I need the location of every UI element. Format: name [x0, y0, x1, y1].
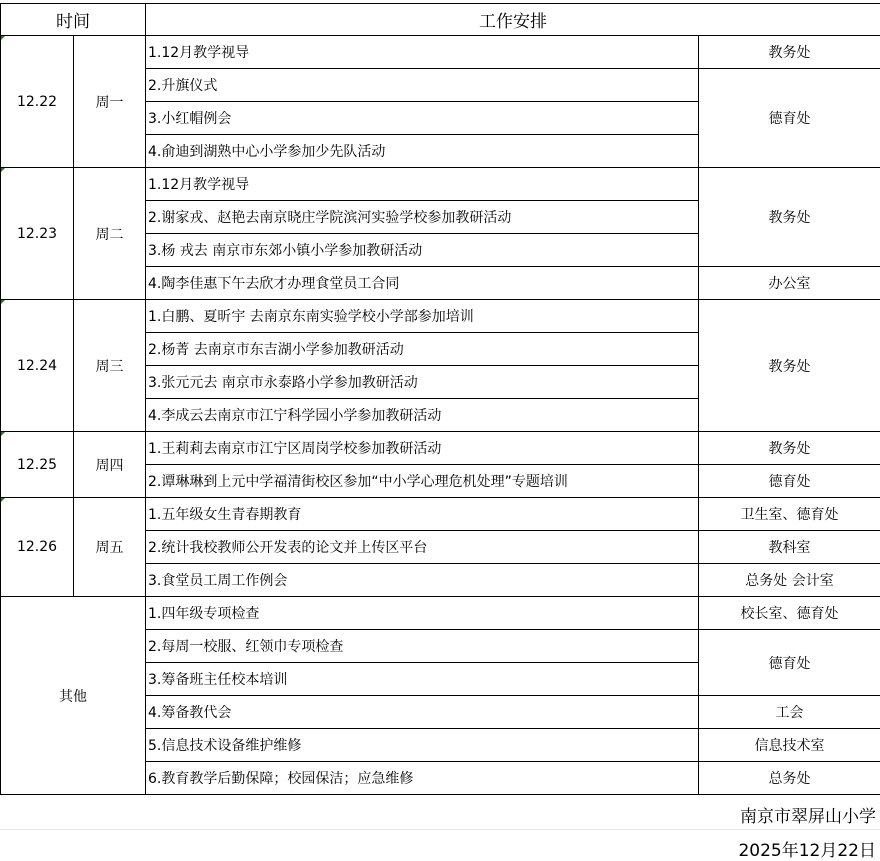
task-cell: 5.信息技术设备维护维修: [146, 729, 699, 762]
dept-cell: 教科室: [699, 531, 880, 564]
dept-cell: 总务处 会计室: [699, 564, 880, 597]
dept-cell: 总务处: [699, 762, 880, 795]
time-header: 时间: [1, 4, 146, 36]
dept-cell: 工会: [699, 696, 880, 729]
task-cell: 1.王莉莉去南京市江宁区周岗学校参加教研活动: [146, 432, 699, 465]
dept-cell: 教务处: [699, 36, 880, 69]
task-cell: 4.李成云去南京市江宁科学园小学参加教研活动: [146, 399, 699, 432]
date-cell: [1, 300, 74, 432]
cell-marker-icon: [1, 498, 5, 502]
table-row: [1, 300, 880, 333]
table-row: [1, 36, 880, 69]
weekday-cell: 周四: [74, 432, 146, 498]
task-cell: 4.筹备教代会: [146, 696, 699, 729]
date-cell: [1, 168, 74, 300]
task-cell: 2.每周一校服、红领巾专项检查: [146, 630, 699, 663]
table-row: [1, 168, 880, 201]
header-row: [1, 4, 880, 36]
weekday-cell: 周一: [74, 36, 146, 168]
table-row: [1, 432, 880, 465]
task-cell: 2.统计我校教师公开发表的论文并上传区平台: [146, 531, 699, 564]
dept-cell: 教务处: [699, 300, 880, 432]
work-header: 工作安排: [146, 4, 880, 36]
dept-cell: 德育处: [699, 69, 880, 168]
weekday-cell: 周五: [74, 498, 146, 597]
issue-date: 2025年12月22日: [738, 836, 876, 861]
task-cell: 2.谢家戎、赵艳去南京晓庄学院滨河实验学校参加教研活动: [146, 201, 699, 234]
task-cell: 3.杨 戎去 南京市东郊小镇小学参加教研活动: [146, 234, 699, 267]
dept-cell: 德育处: [699, 630, 880, 696]
task-cell: 4.陶李佳惠下午去欣才办理食堂员工合同: [146, 267, 699, 300]
other-label-cell: 其他: [1, 597, 146, 795]
dept-cell: 卫生室、德育处: [699, 498, 880, 531]
task-cell: 3.小红帽例会: [146, 102, 699, 135]
date-text: 12.25: [17, 457, 57, 473]
schedule-table: [0, 3, 880, 795]
cell-marker-icon: [1, 168, 5, 172]
table-row: [1, 597, 880, 630]
task-cell: 6.教育教学后勤保障；校园保洁；应急维修: [146, 762, 699, 795]
date-text: 12.24: [17, 358, 57, 374]
cell-marker-icon: [1, 36, 5, 40]
date-cell: [1, 36, 74, 168]
task-cell: 1.12月教学视导: [146, 168, 699, 201]
task-cell: 2.升旗仪式: [146, 69, 699, 102]
task-cell: 4.俞迪到湖熟中心小学参加少先队活动: [146, 135, 699, 168]
task-cell: 2.杨菁 去南京市东吉湖小学参加教研活动: [146, 333, 699, 366]
footer-school-row: [0, 797, 880, 830]
dept-cell: 教务处: [699, 168, 880, 267]
dept-cell: 校长室、德育处: [699, 597, 880, 630]
date-cell: [1, 498, 74, 597]
task-cell: 1.12月教学视导: [146, 36, 699, 69]
date-cell: [1, 432, 74, 498]
task-cell: 3.食堂员工周工作例会: [146, 564, 699, 597]
date-text: 12.26: [17, 539, 57, 555]
task-cell: 2.谭琳琳到上元中学福清街校区参加“中小学心理危机处理”专题培训: [146, 465, 699, 498]
cell-marker-icon: [1, 300, 5, 304]
task-cell: 3.张元元去 南京市永泰路小学参加教研活动: [146, 366, 699, 399]
footer-date-row: [0, 830, 880, 860]
dept-cell: 信息技术室: [699, 729, 880, 762]
dept-cell: 教务处: [699, 432, 880, 465]
dept-cell: 办公室: [699, 267, 880, 300]
task-cell: 3.筹备班主任校本培训: [146, 663, 699, 696]
weekday-cell: 周二: [74, 168, 146, 300]
weekday-cell: 周三: [74, 300, 146, 432]
table-row: [1, 498, 880, 531]
cell-marker-icon: [1, 432, 5, 436]
task-cell: 1.四年级专项检查: [146, 597, 699, 630]
date-text: 12.22: [17, 94, 57, 110]
dept-cell: 德育处: [699, 465, 880, 498]
task-cell: 1.白鹏、夏昕宇 去南京东南实验学校小学部参加培训: [146, 300, 699, 333]
school-name: 南京市翠屏山小学: [740, 802, 876, 827]
date-text: 12.23: [17, 226, 57, 242]
task-cell: 1.五年级女生青春期教育: [146, 498, 699, 531]
